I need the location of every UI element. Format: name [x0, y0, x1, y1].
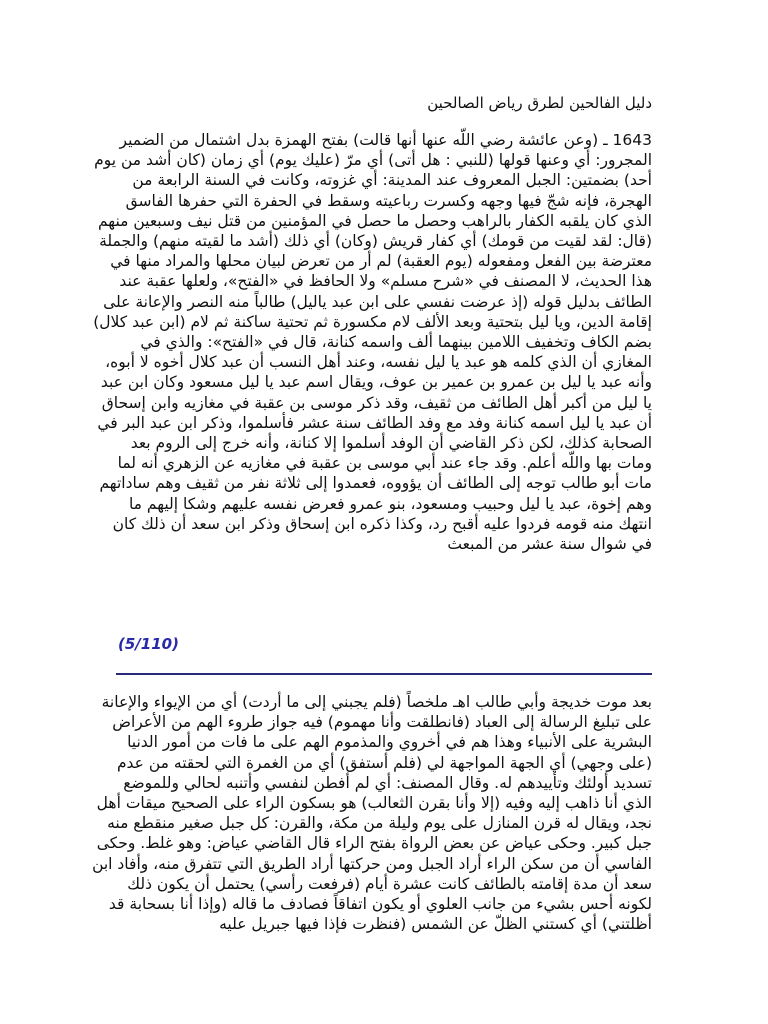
continuation-paragraph: بعد موت خديجة وأبي طالب اهـ ملخصاً (فلم يجبني إلى ما أردت) أي من الإيواء والإعانة على تبليغ الرسالة إلى العباد (فانطلقت وأنا مهموم) فيه جواز طروء الهم من الأعراض البشرية على الأنبياء وهذا هم في أخروي والمذموم الهم على ما فات من أمور الدنيا (على وجهي) أي الجهة المواجهة لي (فلم أستفق) أي من الغمرة التي لحقته من عدم تسديد أولئك وتأييدهم له. وقال المصنف: أي لم أفطن لنفسي وأتنبه لحالي وللموضع الذي أنا ذاهب إليه وفيه (إلا وأنا بقرن الثعالب) هو بسكون الراء على الصحيح ميقات أهل نجد، ويقال له قرن المنازل على يوم وليلة من مكة، والقرن: كل جبل صغير منقطع منه جبل كبير. وحكى عياض عن بعض الرواة بفتح الراء قال القاضي عياض: وهو غلط. وحكى الفاسي أن من سكن الراء أراد الجبل ومن حركتها أراد الطريق التي تتفرق منه، وأفاد ابن سعد أن مدة إقامته بالطائف كانت عشرة أيام (فرفعت رأسي) يحتمل أن يكون ذلك لكونه أحس بشيء من جانب العلوي أو يكون اتفاقاً فصادف ما قاله (وإذا أنا بسحابة قد أظلتني) أي كستني الظلّ عن الشمس (فنظرت فإذا فيها جبريل عليه: [92, 693, 652, 934]
book-title: دليل الفالحين لطرق رياض الصالحين: [427, 94, 652, 112]
hadith-commentary-paragraph: 1643 ـ (وعن عائشة رضي اللّه عنها أنها قالت) بفتح الهمزة بدل اشتمال من الضمير المجرور: أي وعنها قولها (للنبي : هل أتى) أي مرّ (عليك يوم) أي زمان (كان أشد من يوم أحد) بضمتين: الجبل المعروف عند المدينة: أي غزوته، وكانت في السنة الرابعة من الهجرة، فإنه شجّ فيها وجهه وكسرت رباعيته وسقط في الحفرة التي حفرها الفاسق الذي كان يلقبه الكفار بالراهب وحصل ما حصل في المؤمنين من قتل نيف وسبعين منهم (قال: لقد لقيت من قومك) أي كفار قريش (وكان) أي ذلك (أشد ما لقيته منهم) والجملة معترضة بين الفعل ومفعوله (يوم العقبة) لم أر من تعرض لبيان محلها والمراد منها في هذا الحديث، لا المصنف في «شرح مسلم» ولا الحافظ في «الفتح»، ولعلها عقبة عند الطائف بدليل قوله (إذ عرضت نفسي على ابن عبد ياليل) طالباً منه النصر والإعانة على إقامة الدين، ويا ليل بتحتية وبعد الألف لام مكسورة ثم تحتية ساكنة ثم لام (ابن عبد كلال) بضم الكاف وتخفيف اللامين بينهما ألف واسمه كنانة، قال في «الفتح»: والذي في المغازي أن الذي كلمه هو عبد يا ليل نفسه، وعند أهل النسب أن عبد كلال أخوه لا أبوه، وأنه عبد يا ليل بن عمرو بن عمير بن عوف، ويقال اسم عبد يا ليل مسعود وكان ابن عبد يا ليل من أكبر أهل الطائف من ثقيف، وقد ذكر موسى بن عقبة في مغازيه وابن إسحاق أن عبد يا ليل اسمه كنانة وفد مع وفد الطائف سنة عشر فأسلموا، وذكر ابن عبد البر في الصحابة كذلك، لكن ذكر القاضي أن الوفد أسلموا إلا كنانة، وأنه خرج إلى الروم بعد ومات بها واللّه أعلم. وقد جاء عند أبي موسى بن عقبة في مغازيه عن الزهري أنه لما مات أبو طالب توجه إلى الطائف أن يؤووه، فعمدوا إلى ثلاثة نفر من ثقيف وهم ساداتهم وهم إخوة، عبد يا ليل وحبيب ومسعود، بنو عمرو فعرض نفسه عليهم وشكا إليهم ما انتهك منه قومه فردوا عليه أقبح رد، وكذا ذكره ابن إسحاق وذكر ابن سعد أن ذلك كان في شوال سنة عشر من المبعث: [93, 131, 652, 554]
page-number: (5/110): [118, 635, 179, 653]
page-divider: [116, 673, 652, 675]
